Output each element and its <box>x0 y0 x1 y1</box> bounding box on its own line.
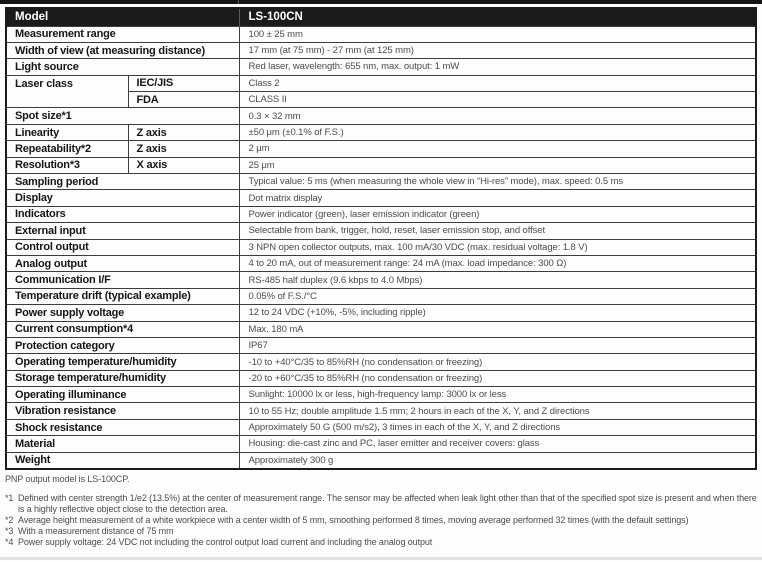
spec-row <box>6 337 756 353</box>
spec-row <box>6 157 756 173</box>
spec-label: Shock resistance <box>6 419 239 435</box>
spec-label: Indicators <box>6 206 239 222</box>
spec-header-row <box>6 8 756 26</box>
spec-label: Control output <box>6 239 239 255</box>
spec-value: Housing: die-cast zinc and PC, laser emitter and receiver covers: glass <box>239 436 756 452</box>
spec-table <box>5 7 757 470</box>
spec-value: Sunlight: 10000 lx or less, high-frequency lamp: 3000 lx or less <box>239 387 756 403</box>
spec-row <box>6 124 756 140</box>
spec-label: Storage temperature/humidity <box>6 370 239 386</box>
spec-row <box>6 255 756 271</box>
spec-row <box>6 370 756 386</box>
scan-artifact-top <box>0 0 762 4</box>
spec-row <box>6 75 756 91</box>
spec-label: Sampling period <box>6 174 239 190</box>
spec-value: ±50 μm (±0.1% of F.S.) <box>239 124 756 140</box>
spec-label: Operating temperature/humidity <box>6 354 239 370</box>
spec-row <box>6 403 756 419</box>
spec-label: External input <box>6 223 239 239</box>
footnote-marker: *1 <box>5 493 14 503</box>
spec-value: 0.05% of F.S./°C <box>239 288 756 304</box>
spec-label: Repeatability*2 <box>6 141 128 157</box>
spec-label: Vibration resistance <box>6 403 239 419</box>
spec-row <box>6 59 756 75</box>
spec-row <box>6 387 756 403</box>
spec-sublabel: X axis <box>128 157 239 173</box>
footnote-text: Power supply voltage: 24 VDC not including the control output load current and including the analog output <box>18 537 433 547</box>
spec-label: Width of view (at measuring distance) <box>6 42 239 58</box>
spec-row <box>6 174 756 190</box>
spec-value: 0.3 × 32 mm <box>239 108 756 124</box>
spec-row <box>6 190 756 206</box>
spec-sublabel: Z axis <box>128 141 239 157</box>
footnote <box>5 493 757 515</box>
spec-sublabel: Z axis <box>128 124 239 140</box>
spec-row <box>6 419 756 435</box>
spec-sublabel: IEC/JIS <box>128 75 239 91</box>
spec-row <box>6 42 756 58</box>
spec-value: Typical value: 5 ms (when measuring the whole view in “Hi-res” mode), max. speed: 0.5 ms <box>239 174 756 190</box>
footnote <box>5 537 757 548</box>
spec-row <box>6 354 756 370</box>
spec-label: Protection category <box>6 337 239 353</box>
spec-label: Current consumption*4 <box>6 321 239 337</box>
spec-row <box>6 206 756 222</box>
spec-label: Display <box>6 190 239 206</box>
spec-row <box>6 223 756 239</box>
footnote-text: Defined with center strength 1/e2 (13.5%) at the center of measurement range. The sensor may be affected when leak light other than that of the specified spot size is present and when there is a highly reflective object close to the detection area. <box>18 493 757 514</box>
spec-value: 10 to 55 Hz; double amplitude 1.5 mm; 2 hours in each of the X, Y, and Z directions <box>239 403 756 419</box>
spec-value: 4 to 20 mA, out of measurement range: 24 mA (max. load impedance: 300 Ω) <box>239 255 756 271</box>
spec-value: 100 ± 25 mm <box>239 26 756 42</box>
footnote-marker: *4 <box>5 537 14 547</box>
footnote-marker: *3 <box>5 526 14 536</box>
spec-value: Selectable from bank, trigger, hold, reset, laser emission stop, and offset <box>239 223 756 239</box>
spec-value: Max. 180 mA <box>239 321 756 337</box>
spec-row <box>6 108 756 124</box>
spec-row <box>6 272 756 288</box>
spec-row <box>6 305 756 321</box>
spec-value: 12 to 24 VDC (+10%, -5%, including ripple) <box>239 305 756 321</box>
spec-value: Approximately 300 g <box>239 452 756 468</box>
spec-row <box>6 321 756 337</box>
scan-artifact-bottom <box>0 557 762 560</box>
footnotes <box>5 474 757 548</box>
spec-label: Power supply voltage <box>6 305 239 321</box>
spec-row <box>6 452 756 468</box>
spec-value: 2 μm <box>239 141 756 157</box>
footnote <box>5 526 757 537</box>
scan-artifact-notch <box>238 0 239 4</box>
spec-table-body <box>6 26 756 469</box>
spec-value: Approximately 50 G (500 m/s2), 3 times in each of the X, Y, and Z directions <box>239 419 756 435</box>
footnote-text: With a measurement distance of 75 mm <box>18 526 174 536</box>
footnote-marker: *2 <box>5 515 14 525</box>
spec-row <box>6 288 756 304</box>
spec-label: Operating illuminance <box>6 387 239 403</box>
spec-row <box>6 26 756 42</box>
spec-label: Laser class <box>6 75 128 108</box>
spec-value: Red laser, wavelength: 655 nm, max. output: 1 mW <box>239 59 756 75</box>
spec-label: Spot size*1 <box>6 108 239 124</box>
spec-value: IP67 <box>239 337 756 353</box>
spec-label: Material <box>6 436 239 452</box>
spec-value: 25 μm <box>239 157 756 173</box>
spec-value: 17 mm (at 75 mm) - 27 mm (at 125 mm) <box>239 42 756 58</box>
model-header-value: LS-100CN <box>239 8 756 26</box>
spec-value: 3 NPN open collector outputs, max. 100 mA/30 VDC (max. residual voltage: 1.8 V) <box>239 239 756 255</box>
footnote <box>5 474 757 485</box>
spec-value: Dot matrix display <box>239 190 756 206</box>
spec-sublabel: FDA <box>128 92 239 108</box>
spec-value: -10 to +40°C/35 to 85%RH (no condensation or freezing) <box>239 354 756 370</box>
spec-value: Power indicator (green), laser emission indicator (green) <box>239 206 756 222</box>
spec-row <box>6 436 756 452</box>
spec-label: Weight <box>6 452 239 468</box>
spec-row <box>6 239 756 255</box>
spec-label: Linearity <box>6 124 128 140</box>
spec-value: -20 to +60°C/35 to 85%RH (no condensation or freezing) <box>239 370 756 386</box>
spec-value: CLASS II <box>239 92 756 108</box>
spec-label: Resolution*3 <box>6 157 128 173</box>
spec-label: Measurement range <box>6 26 239 42</box>
footnote <box>5 515 757 526</box>
spec-label: Temperature drift (typical example) <box>6 288 239 304</box>
spec-label: Analog output <box>6 255 239 271</box>
spec-label: Communication I/F <box>6 272 239 288</box>
spec-row <box>6 141 756 157</box>
spec-value: Class 2 <box>239 75 756 91</box>
spec-label: Light source <box>6 59 239 75</box>
model-header-label: Model <box>6 8 239 26</box>
spec-value: RS-485 half duplex (9.6 kbps to 4.0 Mbps) <box>239 272 756 288</box>
footnote-text: PNP output model is LS-100CP. <box>5 474 130 484</box>
footnote-text: Average height measurement of a white workpiece with a center width of 5 mm, smoothing performed 8 times, moving average performed 32 times (with the default settings) <box>18 515 689 525</box>
